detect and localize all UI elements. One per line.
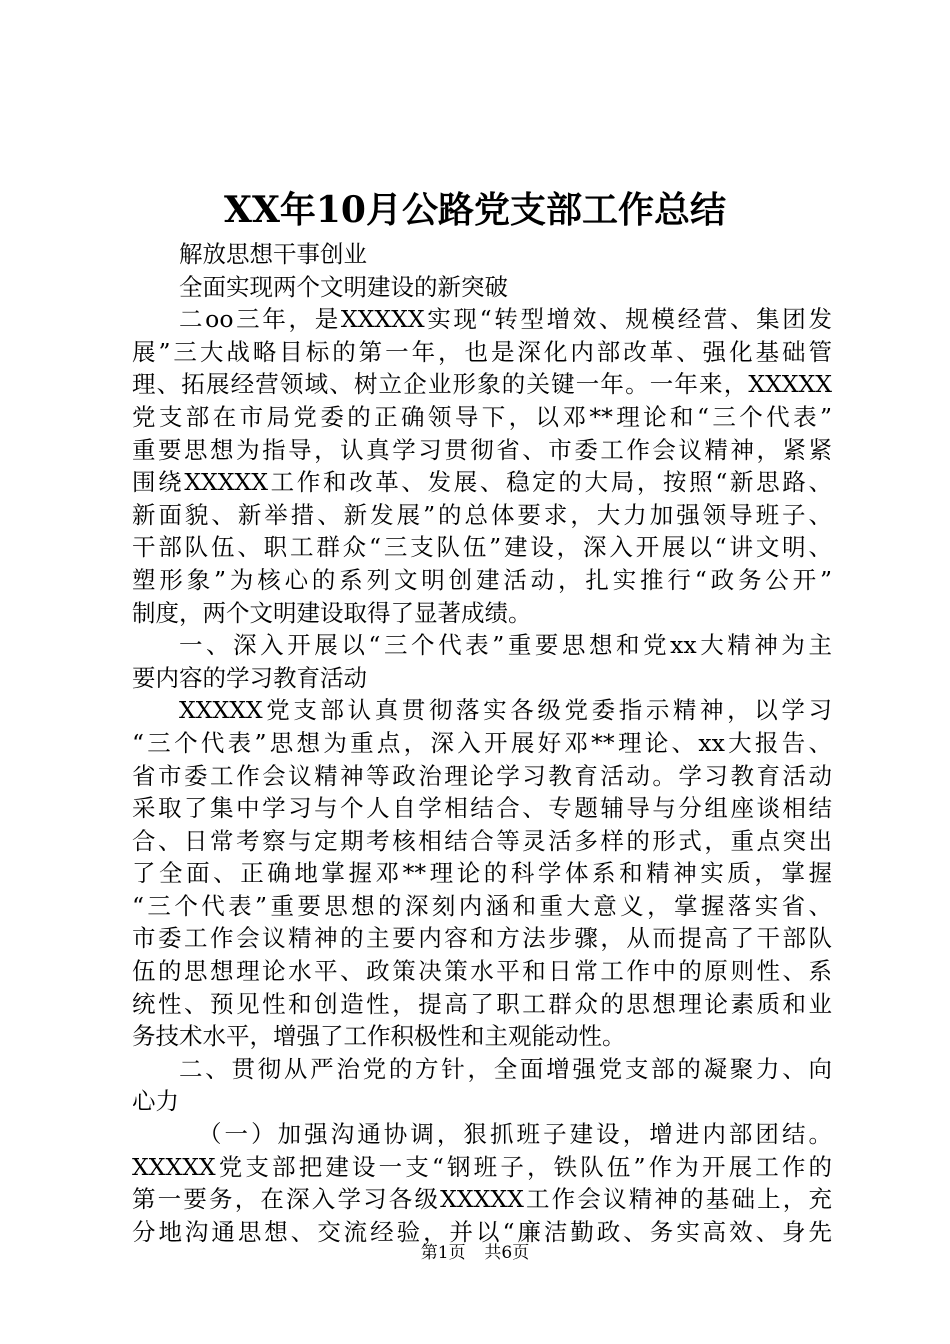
body-line: 务技术水平，增强了工作积极性和主观能动性。 [132, 1022, 626, 1051]
body-line: 省市委工作会议精神等政治理论学习教育活动。学习教育活动 [132, 761, 832, 790]
body-line: 伍的思想理论水平、政策决策水平和日常工作中的原则性、系 [132, 957, 832, 986]
body-line: 市委工作会议精神的主要内容和方法步骤，从而提高了干部队 [132, 924, 832, 953]
body-line: 塑形象”为核心的系列文明创建活动，扎实推行“政务公开” [132, 565, 832, 594]
body-line: XXXXX党支部认真贯彻落实各级党委指示精神，以学习 [179, 696, 832, 725]
body-line: 围绕XXXXX工作和改革、发展、稳定的大局，按照“新思路、 [132, 468, 832, 497]
body-line: “三个代表”重要思想的深刻内涵和重大意义，掌握落实省、 [132, 891, 832, 920]
body-line: 解放思想干事创业 [179, 240, 367, 268]
body-line: “三个代表”思想为重点，深入开展好邓**理论、xx大报告、 [132, 728, 832, 757]
body-line: 展”三大战略目标的第一年，也是深化内部改革、强化基础管 [132, 337, 832, 366]
section-heading-cont: 要内容的学习教育活动 [132, 663, 367, 692]
body-line: 分地沟通思想、交流经验，并以“廉洁勤政、务实高效、身先 [132, 1217, 832, 1246]
document-body [132, 238, 832, 1248]
subsection-heading: （一）加强沟通协调，狠抓班子建设，增进内部团结。 [198, 1120, 832, 1149]
body-line: XXXXX党支部把建设一支“钢班子，铁队伍”作为开展工作的 [132, 1152, 832, 1181]
body-line: 制度，两个文明建设取得了显著成绩。 [132, 598, 532, 627]
body-line: 干部队伍、职工群众“三支队伍”建设，深入开展以“讲文明、 [132, 533, 832, 562]
page-number: 第1页 [420, 1243, 466, 1263]
body-line: 合、日常考察与定期考核相结合等灵活多样的形式，重点突出 [132, 826, 832, 855]
section-heading: 二、贯彻从严治党的方针，全面增强党支部的凝聚力、向 [179, 1054, 832, 1083]
page-total: 共6页 [484, 1243, 530, 1263]
body-line: 了全面、正确地掌握邓**理论的科学体系和精神实质，掌握 [132, 859, 832, 888]
body-line: 新面貌、新举措、新发展”的总体要求，大力加强领导班子、 [132, 500, 832, 529]
page-footer [0, 1241, 950, 1265]
body-line: 理、拓展经营领域、树立企业形象的关键一年。一年来，XXXXX [132, 370, 832, 399]
body-line: 采取了集中学习与个人自学相结合、专题辅导与分组座谈相结 [132, 794, 832, 823]
section-heading-cont: 心力 [132, 1087, 179, 1116]
body-line: 二oo三年，是XXXXX实现“转型增效、规模经营、集团发 [179, 305, 832, 334]
body-line: 第一要务，在深入学习各级XXXXX工作会议精神的基础上，充 [132, 1185, 832, 1214]
section-heading: 一、深入开展以“三个代表”重要思想和党xx大精神为主 [179, 631, 832, 660]
body-line: 党支部在市局党委的正确领导下，以邓**理论和“三个代表” [132, 402, 832, 431]
document-title: XX年10月公路党支部工作总结 [224, 189, 726, 231]
body-line: 重要思想为指导，认真学习贯彻省、市委工作会议精神，紧紧 [132, 435, 832, 464]
body-line: 统性、预见性和创造性，提高了职工群众的思想理论素质和业 [132, 989, 832, 1018]
body-line: 全面实现两个文明建设的新突破 [179, 272, 508, 301]
